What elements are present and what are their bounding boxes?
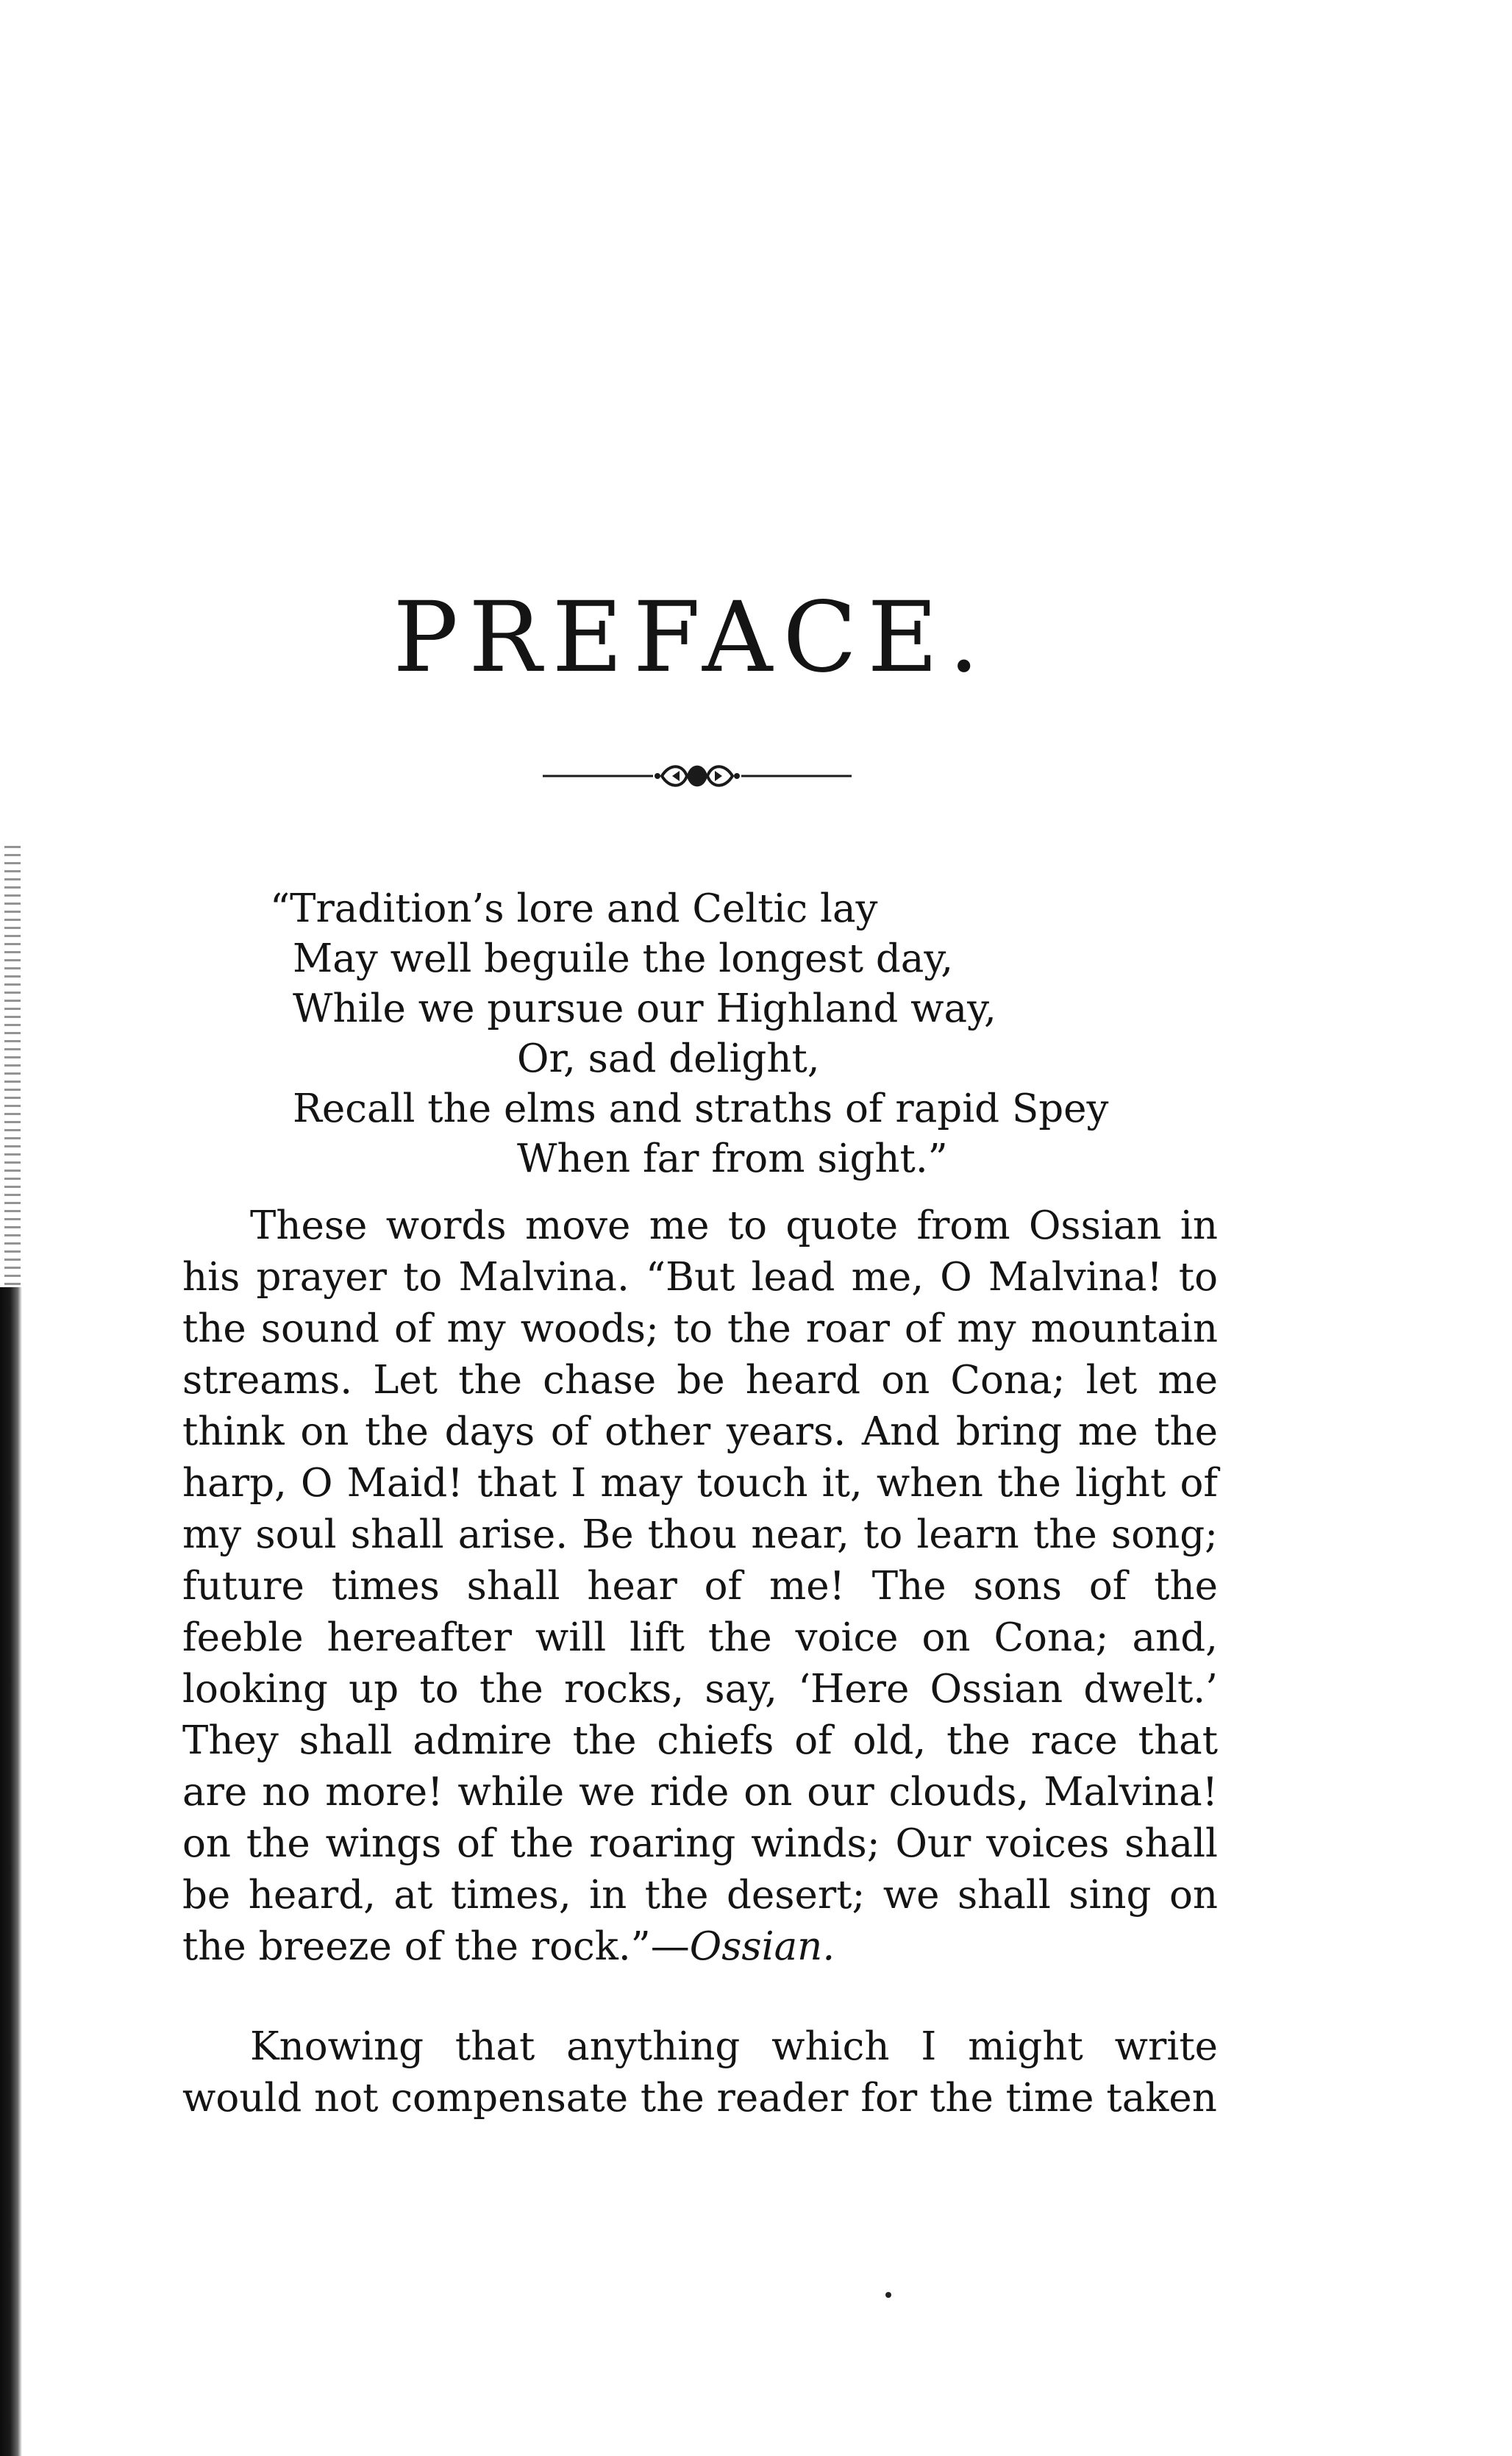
binding-edge-faint (4, 846, 21, 1287)
paragraph-ossian-quote (182, 1200, 1218, 1973)
verse-line: While we pursue our Highland way, (293, 986, 996, 1031)
attribution: Ossian. (689, 1924, 835, 1969)
verse-line: When far from sight.” (517, 1136, 948, 1181)
ornament-divider-icon (543, 756, 852, 796)
page-title: PREFACE. (393, 581, 990, 694)
paragraph-text: These words move me to quote from Ossian in his prayer to Malvina. “But lead me, O Malvina! to the sound of my woods; to the roar of my mountain streams. Let the chase be heard on Cona; let me think on the days of other years. And bring me the harp, O Maid! that I may touch it, when the light of my soul shall arise. Be thou near, to learn the song; future times shall hear of me! The sons of the feeble hereafter will lift the voice on Cona; and, looking up to the rocks, say, ‘Here Ossian dwelt.’ They shall admire the chiefs of old, the race that are no more! while we ride on our clouds, Malvina! on the wings of the roaring winds; Our voices shall be heard, at times, in the desert; we shall sing on the breeze of the rock.”— (182, 1203, 1218, 1969)
paragraph-knowing: Knowing that anything which I might write would not compensate the reader for the time taken (182, 2024, 1218, 2121)
verse-line: “Tradition’s lore and Celtic lay (270, 886, 878, 931)
verse-line: May well beguile the longest day, (293, 936, 954, 981)
verse-line: Or, sad delight, (517, 1036, 820, 1081)
binding-edge (0, 1287, 22, 2456)
verse-line: Recall the elms and straths of rapid Spey (293, 1086, 1109, 1131)
ink-speck (885, 2292, 891, 2298)
